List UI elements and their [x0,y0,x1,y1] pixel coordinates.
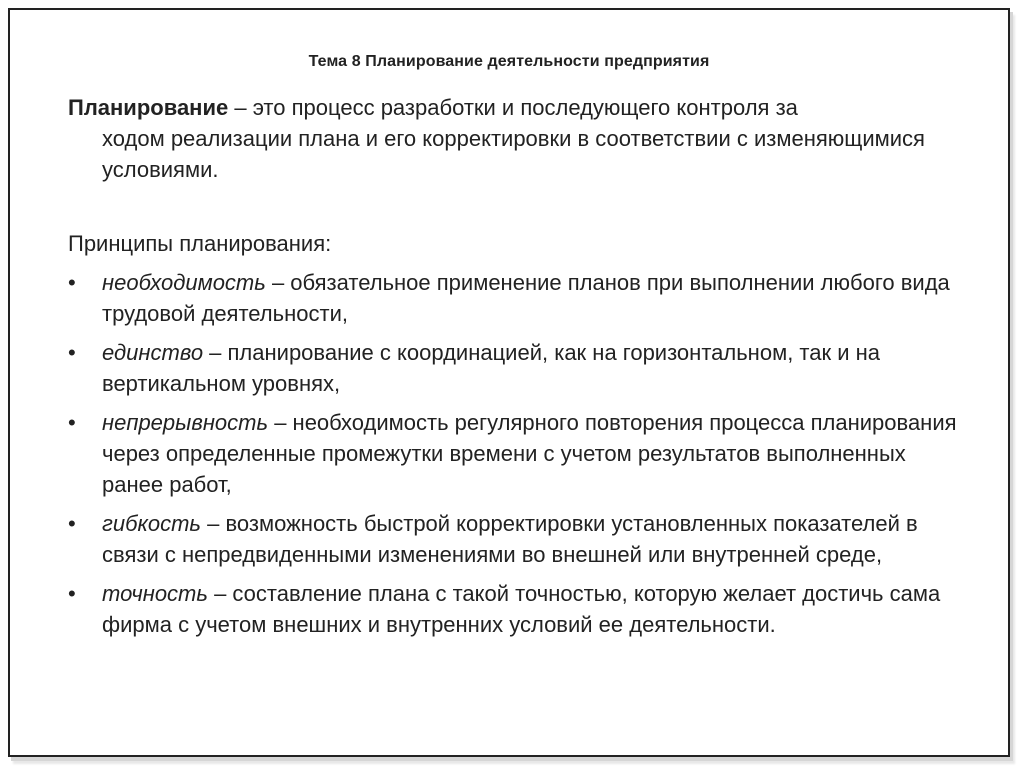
bullet-icon: • [68,511,76,536]
principle-term: единство [102,340,204,365]
definition-text-rest: ходом реализации плана и его корректировки в соответствии с изменяющимися условиями. [102,126,925,182]
slide [8,8,1010,757]
principle-text: – обязательное применение планов при выполнении любого вида трудовой деятельности, [102,270,950,326]
bullet-icon: • [68,270,76,295]
principle-text: – возможность быстрой корректировки установленных показателей в связи с непредвиденными изменениями во внешней или внутренней среде, [102,511,918,567]
list-item [68,267,968,329]
list-item [68,337,968,399]
list-item [68,508,968,570]
list-item [68,407,968,500]
principle-term: непрерывность [102,410,269,435]
bullet-icon: • [68,410,76,435]
definition-paragraph [68,92,940,185]
bullet-icon: • [68,340,76,365]
slide-title: Тема 8 Планирование деятельности предприятия [308,53,710,70]
principle-term: гибкость [102,511,201,536]
principle-term: необходимость [102,270,266,295]
principles-list [68,267,968,648]
definition-text-line1: – это процесс разработки и последующего контроля за [228,95,798,120]
principle-text: – необходимость регулярного повторения процесса планирования через определенные промежутки времени с учетом результатов выполненных ранее работ, [102,410,957,497]
principles-heading: Принципы планирования: [68,231,332,256]
principle-text: – составление плана с такой точностью, которую желает достичь сама фирма с учетом внешних и внутренних условий ее деятельности. [102,581,941,637]
principle-term: точность [102,581,208,606]
principle-text: – планирование с координацией, как на горизонтальном, так и на вертикальном уровнях, [102,340,881,396]
definition-term: Планирование [68,95,229,120]
bullet-icon: • [68,581,76,606]
list-item [68,578,968,640]
